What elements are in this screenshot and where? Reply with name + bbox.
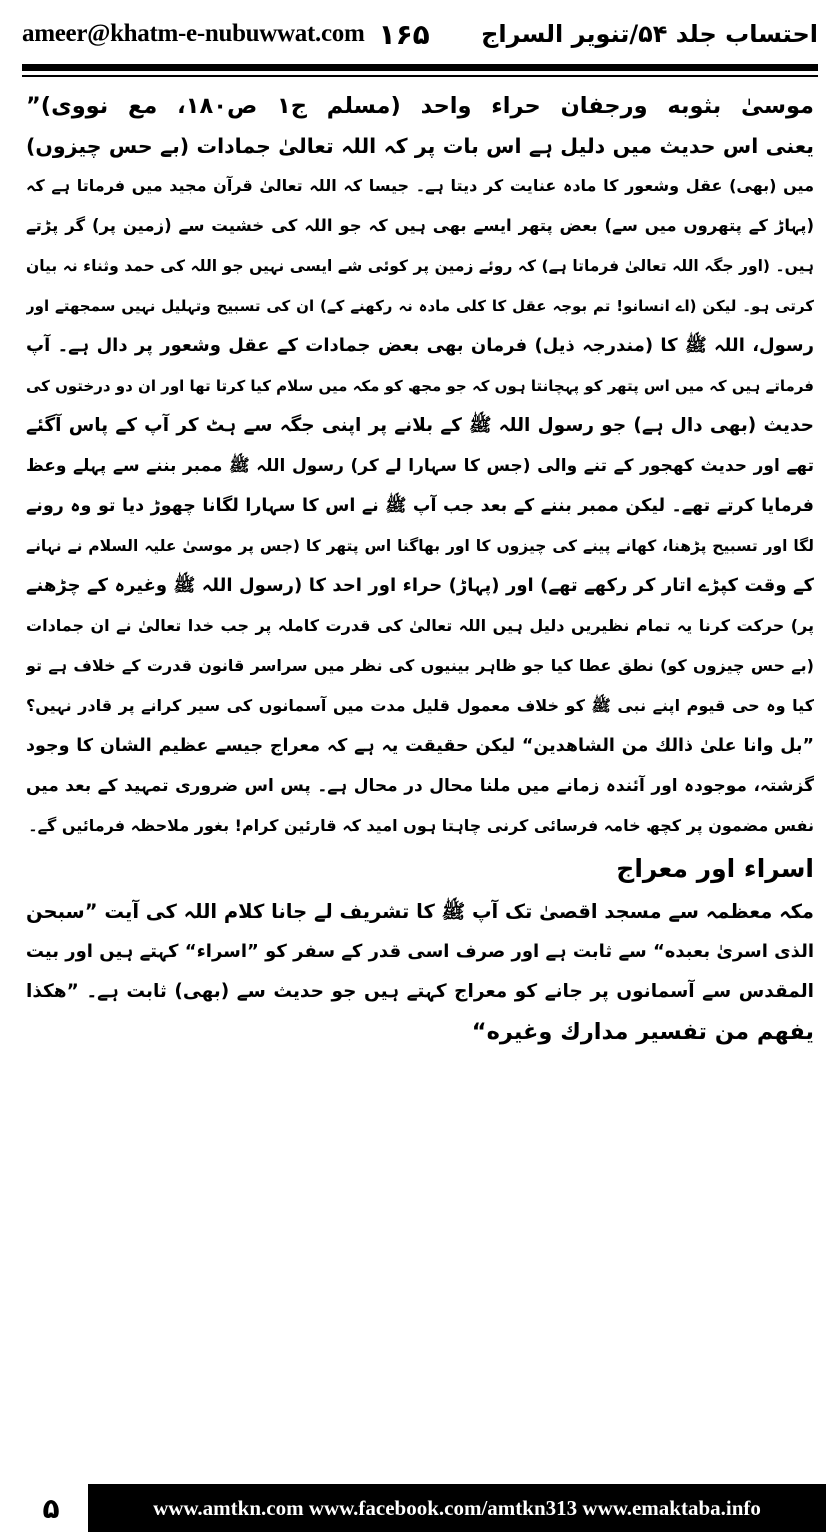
- book-title: احتساب جلد ۵۴/تنویر السراج: [481, 20, 818, 48]
- footer-page-number: ۵: [42, 1491, 60, 1525]
- text-line: حدیث (بھی دال ہے) جو رسول اللہ ﷺ کے بلانے پر اپنی جگہ سے ہٹ کر آپ کے پاس آگئے: [26, 415, 814, 436]
- header-email[interactable]: ameer@khatm-e-nubuwwat.com: [22, 20, 365, 47]
- text-line: یعنی اس حدیث میں دلیل ہے اس بات پر کہ اللہ تعالیٰ جمادات (بے حس چیزوں): [26, 134, 814, 158]
- text-line: ”بل وانا علیٰ ذالك من الشاهدین“ لیکن حقیقت یہ ہے کہ معراج جیسے عظیم الشان کا وجود: [26, 736, 814, 756]
- text-line: فرماتے ہیں کہ میں اس پتھر کو پہچانتا ہوں کہ جو مجھ کو مکہ میں سلام کیا کرتا تھا اور ان دو درختوں کی: [26, 377, 814, 395]
- text-line: گزشتہ، موجودہ اور آئندہ زمانے میں ملنا محال در محال ہے۔ پس اس ضروری تمہید کے بعد میں: [26, 776, 814, 796]
- header-rule-thick: [22, 64, 818, 71]
- text-line: (پہاڑ کے پتھروں میں سے) بعض پتھر ایسے بھی ہیں کہ جو اللہ کی خشیت سے (زمین پر) گر پڑتے: [26, 216, 814, 235]
- header-left: [22, 18, 430, 51]
- section-heading: اسراء اور معراج: [616, 854, 814, 883]
- text-line: پر) حرکت کرنا یہ تمام نظیریں دلیل ہیں اللہ تعالیٰ کی قدرت کاملہ پر جب خدا تعالیٰ نے ان جمادات: [26, 616, 814, 635]
- text-line: المقدس سے آسمانوں پر جانے کو معراج کہتے ہیں جو حدیث سے (بھی) ثابت ہے۔ ”هكذا: [26, 981, 814, 1002]
- text-line: میں (بھی) عقل وشعور کا مادہ عنایت کر دیتا ہے۔ جیسا کہ اللہ تعالیٰ قرآن مجید میں فرماتا ہے کہ: [26, 176, 814, 195]
- text-line: نفس مضمون پر کچھ خامہ فرسائی کرنی چاہتا ہوں امید کہ قارئین کرام! بغور ملاحظہ فرمائیں گے۔: [28, 816, 814, 835]
- text-line: یفهم من تفسیر مدارك وغیره“: [471, 1019, 814, 1045]
- text-line: کیا وہ حی قیوم اپنے نبی ﷺ کو خلاف معمول قلیل مدت میں آسمانوں کی سیر کرانے پر قادر نہیں؟: [26, 696, 814, 715]
- text-line: تھے اور حدیث کھجور کے تنے والی (جس کا سہارا لے کر) رسول اللہ ﷺ ممبر بننے سے پہلے وعظ: [26, 456, 814, 476]
- text-line: ہیں۔ (اور جگہ اللہ تعالیٰ فرماتا ہے) کہ روئے زمین پر کوئی شے ایسی نہیں جو اللہ کی حمد وثناء نہ بیان: [26, 257, 814, 275]
- text-line: کرتی ہو۔ لیکن (اے انسانو! تم بوجہ عقل کا کلی مادہ نہ رکھنے کے) ان کی تسبیح وتہلیل نہیں سمجھتے اور: [26, 297, 814, 315]
- page-footer: [14, 1484, 826, 1532]
- text-line: (بے حس چیزوں کو) نطق عطا کیا جو ظاہر بینیوں کی نظر میں سراسر قانون قدرت کے خلاف ہے تو: [26, 656, 814, 675]
- text-line: الذی اسریٰ بعبده“ سے ثابت ہے اور صرف اسی قدر کے سفر کو ”اسراء“ کہتے ہیں اور بیت: [26, 941, 814, 962]
- text-line: مکہ معظمہ سے مسجد اقصیٰ تک آپ ﷺ کا تشریف لے جانا کلام اللہ کی آیت ”سبحن: [26, 900, 814, 923]
- text-line: موسیٰ بثوبه ورجفان حراء واحد (مسلم ج۱ ص۱۸۰، مع نووی)”: [26, 93, 814, 119]
- footer-links[interactable]: www.amtkn.com www.facebook.com/amtkn313 www.emaktaba.info: [88, 1484, 826, 1532]
- text-line: لگا اور تسبیح پڑھنا، کھانے پینے کی چیزوں کا اور بھاگنا اس پتھر کا (جس پر موسیٰ علیہ السلام نے نہانے: [26, 537, 814, 555]
- page-body: [26, 86, 814, 1460]
- text-line: کے وقت کپڑے اتار کر رکھے تھے) اور (پہاڑ) حراء اور احد کا (رسول اللہ ﷺ وغیرہ کے چڑھنے: [26, 575, 814, 596]
- page-number: ۱۶۵: [378, 17, 430, 51]
- header-rule-thin: [22, 75, 818, 77]
- text-line: فرمایا کرتے تھے۔ لیکن ممبر بننے کے بعد جب آپ ﷺ نے اس کا سہارا لگانا چھوڑ دیا تو وہ رونے: [26, 496, 814, 516]
- page-header: [22, 6, 818, 62]
- text-line: رسول، اللہ ﷺ کا (مندرجہ ذیل) فرمان بھی بعض جمادات کے عقل وشعور پر دال ہے۔ آپ: [26, 335, 814, 356]
